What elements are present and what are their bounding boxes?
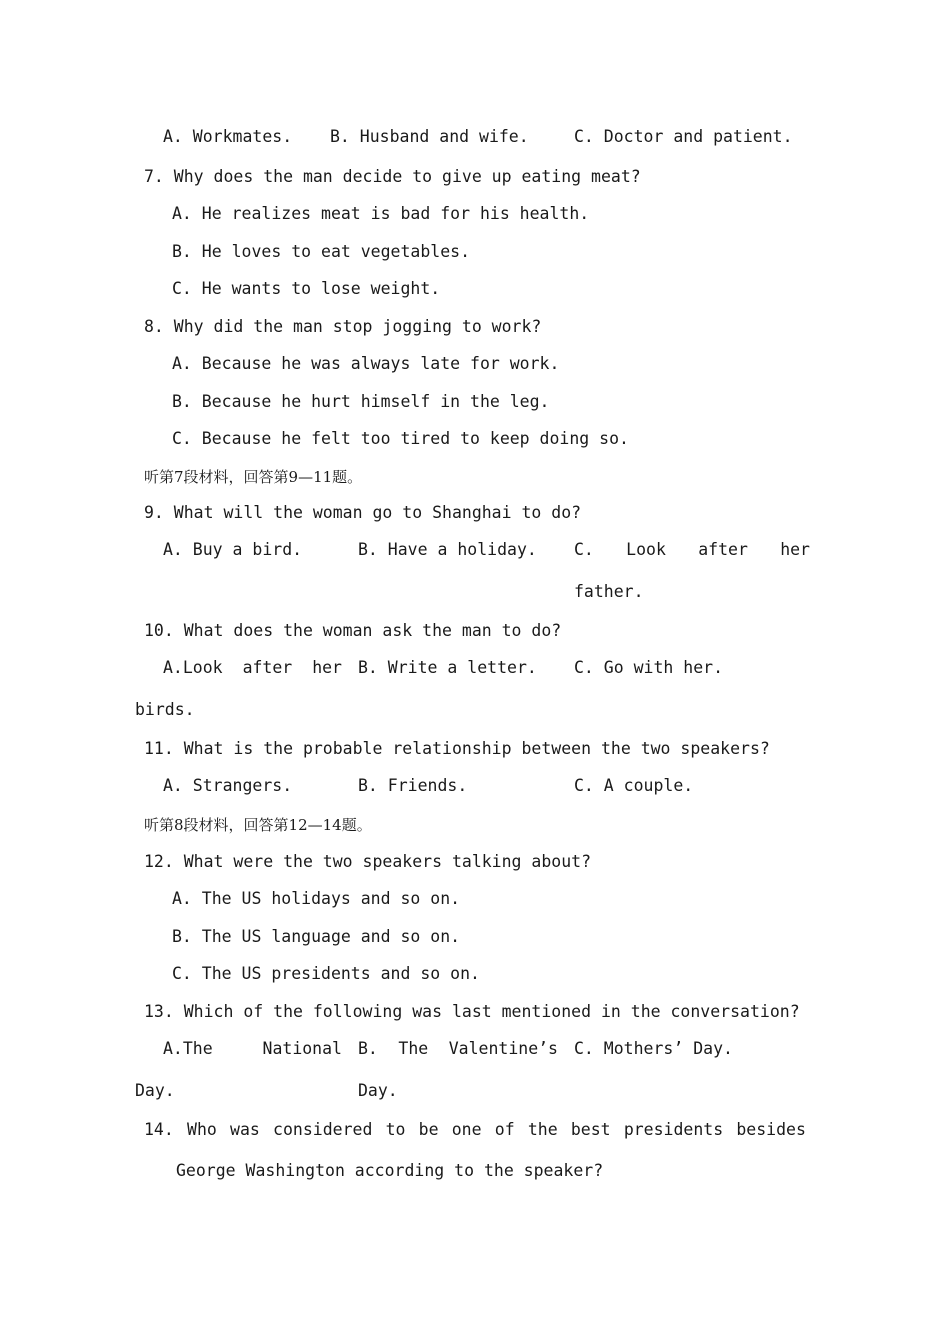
q10-option-a <box>163 658 342 678</box>
q8-option-c: C. Because he felt too tired to keep doing so. <box>172 429 629 448</box>
q13-option-a-word: National <box>262 1039 342 1058</box>
q14-word: presidents <box>623 1120 724 1139</box>
q13-option-b-word: B. <box>358 1039 378 1058</box>
q9-option-c-word: C. <box>574 540 594 559</box>
q10-option-a-word: after <box>242 658 293 677</box>
q14-word: of <box>494 1120 515 1139</box>
q12-question: 12. What were the two speakers talking about? <box>144 852 592 871</box>
q10-option-b: B. Write a letter. <box>358 658 537 677</box>
q8-option-b: B. Because he hurt himself in the leg. <box>172 392 550 411</box>
q6-option-c: C. Doctor and patient. <box>574 127 793 146</box>
q13-option-a-word: A.The <box>163 1039 213 1058</box>
q14-word: be <box>418 1120 439 1139</box>
q13-option-b-word: The <box>398 1039 429 1058</box>
q9-question: 9. What will the woman go to Shanghai to do? <box>144 503 582 522</box>
q9-option-c-word: Look <box>626 540 666 559</box>
q13-option-b <box>358 1039 558 1059</box>
q8-question: 8. Why did the man stop jogging to work? <box>144 317 542 336</box>
q14-word: considered <box>273 1120 373 1139</box>
q14-word: the <box>527 1120 558 1139</box>
q12-option-a: A. The US holidays and so on. <box>172 889 461 908</box>
q10-option-a-word: A.Look <box>163 658 223 677</box>
q7-option-b: B. He loves to eat vegetables. <box>172 242 471 261</box>
q7-option-a: A. He realizes meat is bad for his health. <box>172 204 590 223</box>
q7-question: 7. Why does the man decide to give up eating meat? <box>144 167 641 186</box>
q14-word: to <box>385 1120 406 1139</box>
q14-question <box>144 1120 806 1140</box>
q9-option-c-word: after <box>698 540 748 559</box>
section-8-instruction: 听第8段材料，回答第12—14题。 <box>144 816 372 834</box>
q10-option-a-continued: birds. <box>135 700 195 719</box>
q14-word: Who <box>187 1120 217 1139</box>
section-7-instruction: 听第7段材料，回答第9—11题。 <box>144 468 363 486</box>
q13-option-b-continued: Day. <box>358 1081 398 1100</box>
q11-option-c: C. A couple. <box>574 776 694 795</box>
q9-option-c <box>574 540 810 560</box>
q14-word: was <box>230 1120 260 1139</box>
q9-option-b: B. Have a holiday. <box>358 540 537 559</box>
q12-option-c: C. The US presidents and so on. <box>172 964 480 983</box>
q14-word: besides <box>736 1120 806 1139</box>
q13-option-a-continued: Day. <box>135 1081 175 1100</box>
q6-option-b: B. Husband and wife. <box>330 127 529 146</box>
q13-question: 13. Which of the following was last mentioned in the conversation? <box>144 1002 800 1021</box>
q9-option-c-word: her <box>780 540 810 559</box>
q9-option-c-continued: father. <box>574 582 644 601</box>
q14-word: best <box>570 1120 611 1139</box>
q13-option-c: C. Mothers’ Day. <box>574 1039 733 1058</box>
q11-option-b: B. Friends. <box>358 776 468 795</box>
q13-option-a <box>163 1039 342 1059</box>
q11-option-a: A. Strangers. <box>163 776 293 795</box>
q8-option-a: A. Because he was always late for work. <box>172 354 560 373</box>
q6-option-a: A. Workmates. <box>163 127 293 146</box>
q14-question-continued: George Washington according to the speaker? <box>176 1161 604 1180</box>
q10-option-c: C. Go with her. <box>574 658 724 677</box>
q11-question: 11. What is the probable relationship between the two speakers? <box>144 739 770 758</box>
q14-word: one <box>451 1120 482 1139</box>
q7-option-c: C. He wants to lose weight. <box>172 279 441 298</box>
q10-option-a-word: her <box>312 658 342 677</box>
q14-word: 14. <box>144 1120 174 1139</box>
q9-option-a: A. Buy a bird. <box>163 540 303 559</box>
q12-option-b: B. The US language and so on. <box>172 927 461 946</box>
q13-option-b-word: Valentine’s <box>448 1039 558 1058</box>
q10-question: 10. What does the woman ask the man to do? <box>144 621 562 640</box>
